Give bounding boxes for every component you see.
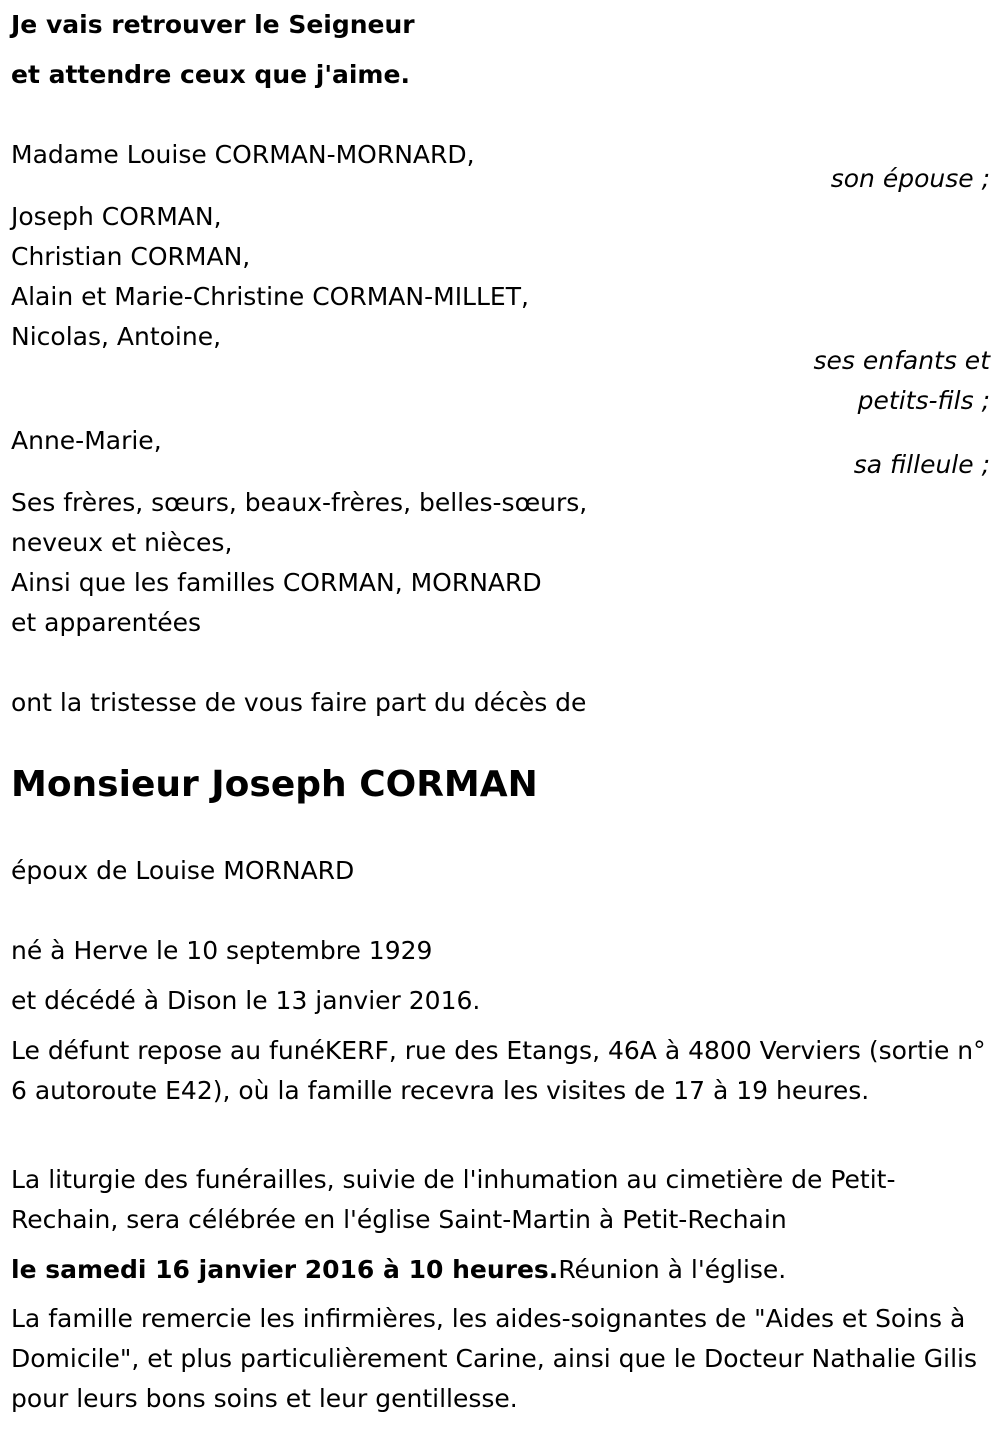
verse-line-1: Je vais retrouver le Seigneur [11,10,415,39]
ceremony-date-line [11,1250,986,1290]
announcement: ont la tristesse de vous faire part du décès de [11,688,587,717]
children-role-line-1: ses enfants et [813,346,990,375]
goddaughter-role: sa filleule ; [853,450,990,479]
liturgy-details: La liturgie des funérailles, suivie de l'inhumation au cimetière de Petit-Rechain, sera célébrée en l'église Saint-Martin à Petit-Rechain [11,1165,896,1234]
thanks-paragraph: La famille remercie les infirmières, les aides-soignantes de "Aides et Soins à Domicile", et plus particulièrement Carine, ainsi que le Docteur Nathalie Gilis pour leurs bons soins et leur gentillesse. [11,1304,977,1413]
child-name: Alain et Marie-Christine CORMAN-MILLET, [11,282,529,311]
spouse-role: son épouse ; [830,164,990,193]
relatives-line: Ses frères, sœurs, beaux-frères, belles-sœurs, [11,488,588,517]
child-name: Christian CORMAN, [11,242,251,271]
rest-details: Le défunt repose au funéKERF, rue des Etangs, 46A à 4800 Verviers (sortie n° 6 autoroute E42), où la famille recevra les visites de 17 à 19 heures. [11,1036,986,1105]
goddaughter-name: Anne-Marie, [11,426,162,455]
deceased-spouse: époux de Louise MORNARD [11,856,355,885]
relatives-line: Ainsi que les familles CORMAN, MORNARD [11,568,542,597]
ceremony-date: le samedi 16 janvier 2016 à 10 heures. [11,1255,559,1284]
child-name: Joseph CORMAN, [11,202,222,231]
relatives-line: et apparentées [11,608,202,637]
grandchildren-names: Nicolas, Antoine, [11,322,222,351]
gathering-note: Réunion à l'église. [558,1255,787,1284]
spouse-name: Madame Louise CORMAN-MORNARD, [11,140,475,169]
children-role-line-2: petits-fils ; [857,386,990,415]
verse-line-2: et attendre ceux que j'aime. [11,60,410,89]
death-info: et décédé à Dison le 13 janvier 2016. [11,986,481,1015]
birth-info: né à Herve le 10 septembre 1929 [11,936,433,965]
relatives-line: neveux et nièces, [11,528,233,557]
deceased-name: Monsieur Joseph CORMAN [11,764,538,805]
